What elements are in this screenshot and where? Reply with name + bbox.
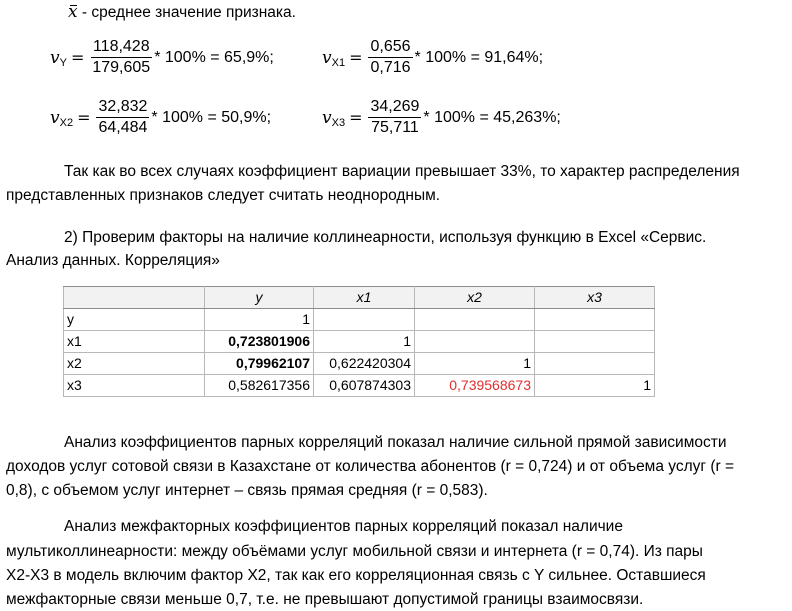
table-cell (415, 309, 535, 331)
header-cell: x1 (314, 287, 415, 309)
table-cell: 1 (205, 309, 314, 331)
formula-tail: * 100% = 91,64%; (414, 48, 544, 66)
para4-line2: мультиколлинеарности: между объёмами услуг мобильной связи и интернета (r = 0,74). Из пары (6, 543, 703, 560)
table-row (64, 375, 655, 397)
table-cell: 0,79962107 (205, 353, 314, 375)
formula-var: v (50, 47, 60, 68)
fraction (368, 38, 412, 77)
header-cell: x3 (535, 287, 655, 309)
fraction (96, 98, 149, 137)
formula-sub: X2 (59, 116, 74, 129)
formula-vx2 (50, 98, 271, 137)
equals-sign: = (349, 48, 363, 67)
correlation-table (63, 286, 655, 397)
header-cell (64, 287, 205, 309)
table-cell: 1 (415, 353, 535, 375)
table-cell (535, 353, 655, 375)
row-label: x1 (64, 331, 205, 353)
para3-line1: Анализ коэффициентов парных корреляций показал наличие сильной прямой зависимости (64, 434, 727, 451)
numerator: 118,428 (91, 38, 152, 58)
formula-sub: X3 (331, 116, 346, 129)
formula-vx1 (322, 38, 543, 77)
para4-line3: X2-X3 в модель включим фактор X2, так как его корреляционная связь с Y сильнее. Оставшиеся (6, 567, 706, 584)
numerator: 32,832 (96, 98, 149, 118)
para1-line2: представленных признаков следует считать неоднородным. (6, 187, 441, 204)
denominator: 64,484 (98, 119, 148, 136)
formula-tail: * 100% = 50,9%; (151, 108, 272, 126)
formula-sub: X1 (331, 56, 346, 69)
row-label: x2 (64, 353, 205, 375)
para2-line2: Анализ данных. Корреляция» (6, 252, 220, 269)
formula-var: v (322, 107, 332, 128)
table-row (64, 353, 655, 375)
table-cell (535, 309, 655, 331)
denominator: 0,716 (370, 59, 411, 76)
para3-line2: доходов услуг сотовой связи в Казахстане от количества абонентов (r = 0,724) и от объема услуг (r = (6, 458, 735, 475)
para3-line3: 0,8), с объемом услуг интернет – связь прямая средняя (r = 0,583). (6, 482, 488, 499)
table-cell (314, 309, 415, 331)
formula-var: v (322, 47, 332, 68)
table-row (64, 309, 655, 331)
numerator: 34,269 (368, 98, 421, 118)
table-cell: 0,607874303 (314, 375, 415, 397)
table-row (64, 331, 655, 353)
formula-sub: Y (59, 56, 67, 69)
formula-var: v (50, 107, 60, 128)
denominator: 179,605 (92, 59, 151, 76)
fraction (368, 98, 421, 137)
table-cell: 0,622420304 (314, 353, 415, 375)
mean-legend-text: - среднее значение признака. (81, 4, 296, 21)
table-header-row (64, 287, 655, 309)
formula-tail: * 100% = 45,263%; (423, 108, 561, 126)
table-cell (535, 331, 655, 353)
table-cell: 0,723801906 (205, 331, 314, 353)
para4-line1: Анализ межфакторных коэффициентов парных корреляций показал наличие (64, 518, 623, 535)
row-label: y (64, 309, 205, 331)
table-cell: 0,582617356 (205, 375, 314, 397)
table-cell: 1 (314, 331, 415, 353)
table-cell (415, 331, 535, 353)
row-label: x3 (64, 375, 205, 397)
table-cell: 1 (535, 375, 655, 397)
formula-vx3 (322, 98, 561, 137)
x-bar-symbol: x (68, 2, 78, 22)
mean-legend-line (68, 2, 296, 23)
denominator: 75,711 (371, 119, 419, 136)
table-cell-highlight: 0,739568673 (415, 375, 535, 397)
header-cell: x2 (415, 287, 535, 309)
equals-sign: = (77, 108, 91, 127)
formula-vy (50, 38, 274, 77)
formula-tail: * 100% = 65,9%; (154, 48, 274, 66)
para1-line1: Так как во всех случаях коэффициент вариации превышает 33%, то характер распределения (64, 163, 740, 180)
equals-sign: = (70, 48, 85, 67)
numerator: 0,656 (368, 38, 412, 58)
equals-sign: = (349, 108, 363, 127)
fraction (90, 38, 152, 77)
para2-line1: 2) Проверим факторы на наличие коллинеарности, используя функцию в Excel «Сервис. (64, 229, 707, 246)
para4-line4: межфакторные связи меньше 0,7, т.е. не превышают допустимой границы взаимосвязи. (6, 591, 644, 608)
header-cell: y (205, 287, 314, 309)
